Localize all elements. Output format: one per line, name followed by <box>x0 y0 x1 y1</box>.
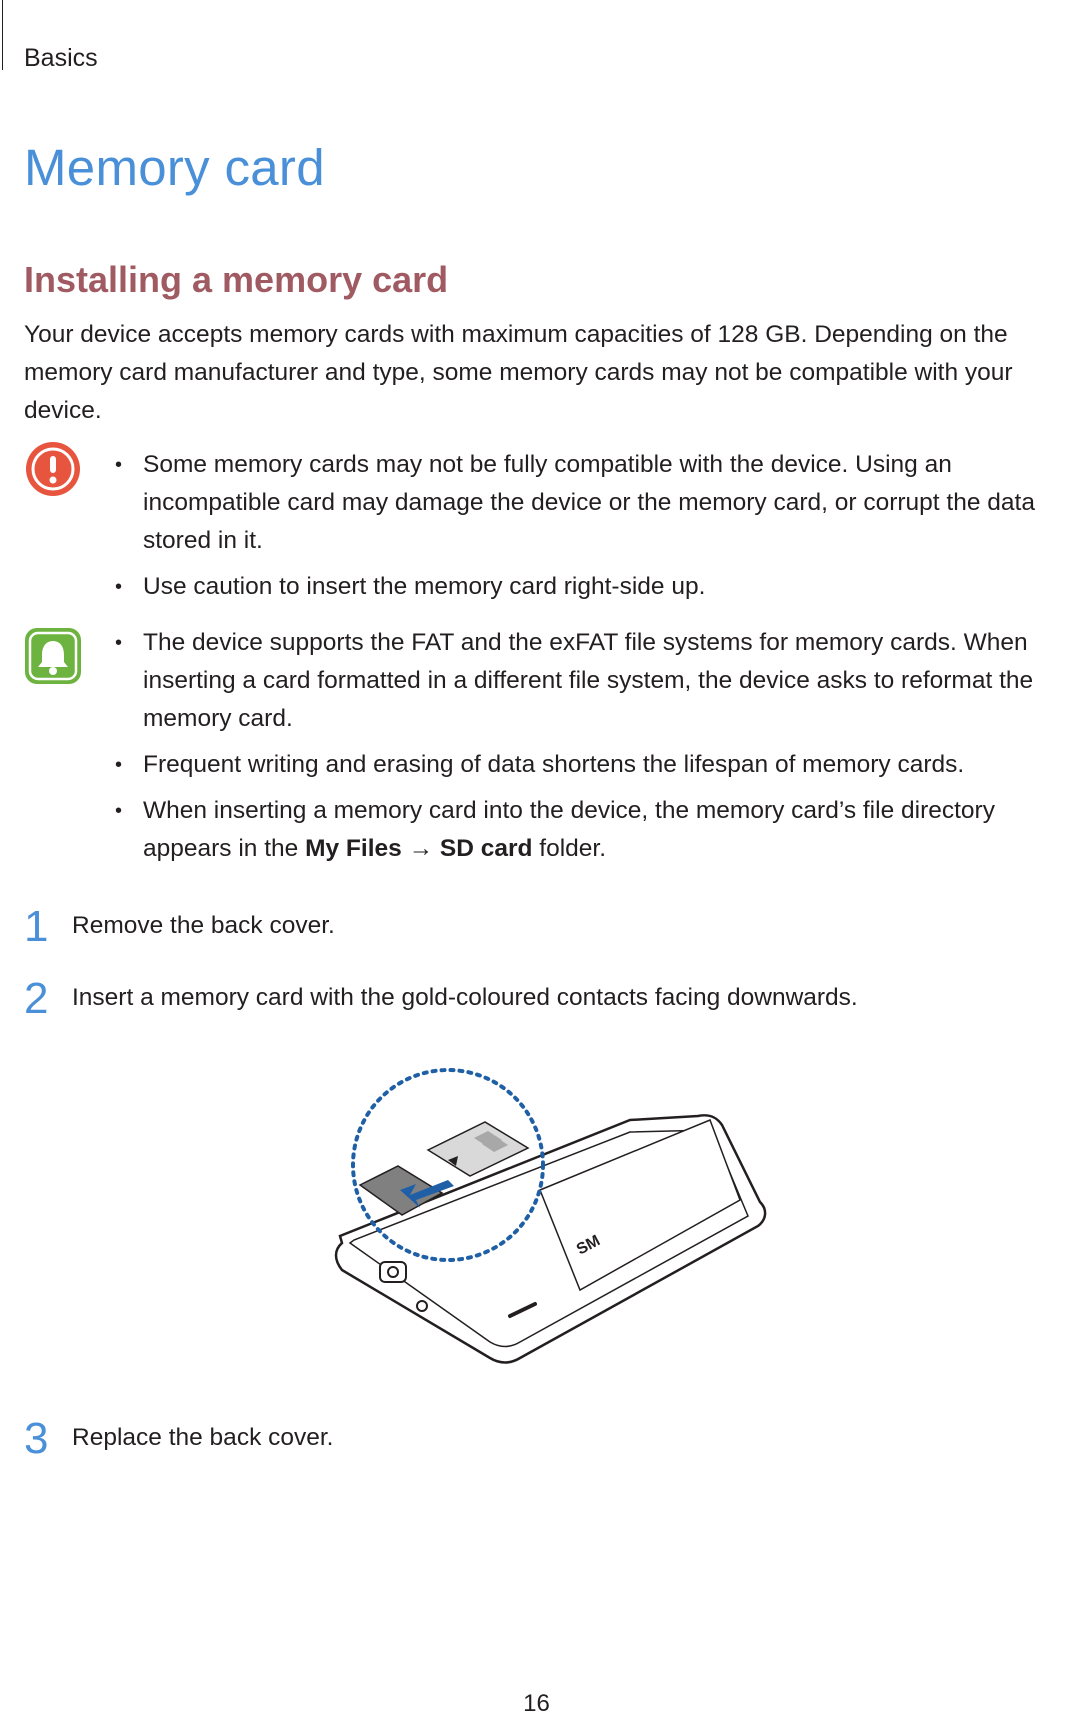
list-item <box>107 568 1073 606</box>
sd-card-label: SD card <box>439 835 533 862</box>
step-text: Replace the back cover. <box>72 1424 334 1451</box>
notice-text: The device supports the FAT and the exFAT file systems for memory cards. When inserting a card formatted in a different file system, the device asks to reformat the memory card. <box>143 629 1034 732</box>
list-item <box>107 446 1073 560</box>
notice-text: Frequent writing and erasing of data shortens the lifespan of memory cards. <box>143 751 965 778</box>
notice-text-suffix: folder. <box>532 835 607 862</box>
caution-text: Some memory cards may not be fully compatible with the device. Using an incompatible card may damage the device or the memory card, or corrupt the data stored in it. <box>143 451 1035 554</box>
warning-icon <box>24 440 82 498</box>
step-number: 2 <box>24 974 49 1023</box>
step-text: Remove the back cover. <box>72 912 335 939</box>
arrow-separator: → <box>401 835 440 862</box>
page-number: 16 <box>523 1690 550 1717</box>
bell-icon <box>24 627 82 685</box>
camera-lens <box>380 1262 406 1282</box>
phone-illustration <box>330 1050 770 1370</box>
battery-label: SM <box>573 1232 604 1259</box>
page-title: Memory card <box>24 139 325 196</box>
subsection-title: Installing a memory card <box>24 259 449 300</box>
header-rule <box>2 0 3 70</box>
notice-list <box>107 624 1073 876</box>
list-item <box>107 624 1073 738</box>
bullet-dot: • <box>115 632 123 654</box>
caution-text: Use caution to insert the memory card right-side up. <box>143 573 706 600</box>
list-item <box>107 792 1073 868</box>
caution-list <box>107 446 1073 614</box>
list-item <box>107 746 1073 784</box>
bullet-dot: • <box>115 576 123 598</box>
bullet-dot: • <box>115 800 123 822</box>
intro-paragraph: Your device accepts memory cards with maximum capacities of 128 GB. Depending on the memory card manufacturer and type, some memory cards may not be compatible with your device. <box>24 321 1013 424</box>
step-number: 3 <box>24 1414 49 1463</box>
notice-text-prefix: When inserting a memory card into the device, the memory card’s file directory appears in the <box>143 797 995 862</box>
bullet-dot: • <box>115 454 123 476</box>
my-files-label: My Files <box>305 835 402 862</box>
step-text: Insert a memory card with the gold-coloured contacts facing downwards. <box>72 984 858 1011</box>
step-number: 1 <box>24 902 49 951</box>
section-label: Basics <box>24 44 98 72</box>
bullet-dot: • <box>115 754 123 776</box>
